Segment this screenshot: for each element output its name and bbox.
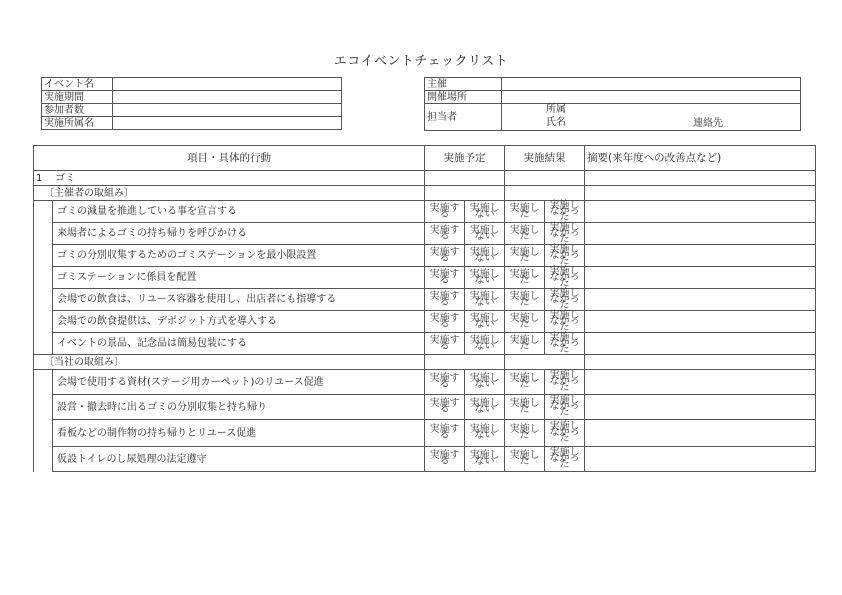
table-row: [34, 311, 816, 333]
result-not-option[interactable]: 実施しなかった: [545, 333, 585, 355]
table-header-row: [34, 146, 816, 171]
group-row: [34, 186, 816, 201]
person-label: 担当者: [425, 104, 502, 131]
table-row: [34, 420, 816, 447]
period-field[interactable]: [113, 91, 342, 104]
result-done-option[interactable]: 実施した: [505, 370, 545, 395]
table-row: [34, 201, 816, 223]
result-not-option[interactable]: 実施しなかった: [545, 311, 585, 333]
plan-not-option[interactable]: 実施しない: [465, 267, 505, 289]
plan-do-option[interactable]: 実施する: [425, 420, 465, 447]
name-label: 氏名: [546, 117, 566, 128]
plan-do-option[interactable]: 実施する: [425, 447, 465, 472]
plan-not-option[interactable]: 実施しない: [465, 245, 505, 267]
table-row: [34, 447, 816, 472]
item-text: ゴミの分別収集するためのゴミステーションを最小限設置: [53, 245, 425, 267]
plan-do-option[interactable]: 実施する: [425, 267, 465, 289]
result-done-option[interactable]: 実施した: [505, 333, 545, 355]
item-text: 会場での飲食提供は、デポジット方式を導入する: [53, 311, 425, 333]
contact-label: 連絡先: [693, 118, 723, 129]
plan-not-option[interactable]: 実施しない: [465, 395, 505, 420]
item-text: 来場者によるゴミの持ち帰りを呼びかける: [53, 223, 425, 245]
organizer-label: 主催: [425, 78, 502, 91]
plan-do-option[interactable]: 実施する: [425, 289, 465, 311]
note-cell[interactable]: [585, 201, 816, 223]
result-not-option[interactable]: 実施しなかった: [545, 201, 585, 223]
plan-not-option[interactable]: 実施しない: [465, 333, 505, 355]
result-not-option[interactable]: 実施しなかった: [545, 447, 585, 472]
participants-field[interactable]: [113, 104, 342, 117]
table-row: [34, 267, 816, 289]
checklist-body: [34, 186, 816, 472]
result-done-option[interactable]: 実施した: [505, 395, 545, 420]
header-result: 実施結果: [505, 146, 585, 171]
dept-label: 所属: [546, 104, 566, 115]
section-title: [34, 171, 425, 186]
result-done-option[interactable]: 実施した: [505, 245, 545, 267]
event-name-label: イベント名: [42, 78, 113, 91]
checklist-table: [33, 145, 816, 472]
result-not-option[interactable]: 実施しなかった: [545, 420, 585, 447]
note-cell[interactable]: [585, 311, 816, 333]
result-done-option[interactable]: 実施した: [505, 223, 545, 245]
section-name: ゴミ: [55, 172, 76, 184]
item-text: 会場で使用する資材(ステージ用カーペット)のリユース促進: [53, 370, 425, 395]
plan-do-option[interactable]: 実施する: [425, 311, 465, 333]
header-item: 項目・具体的行動: [34, 146, 425, 171]
note-cell[interactable]: [585, 395, 816, 420]
result-done-option[interactable]: 実施した: [505, 267, 545, 289]
header-plan: 実施予定: [425, 146, 505, 171]
table-row: [34, 395, 816, 420]
section-number: 1: [36, 172, 43, 184]
result-not-option[interactable]: 実施しなかった: [545, 289, 585, 311]
result-not-option[interactable]: 実施しなかった: [545, 370, 585, 395]
plan-do-option[interactable]: 実施する: [425, 223, 465, 245]
venue-field[interactable]: [502, 91, 801, 104]
event-name-field[interactable]: [113, 78, 342, 91]
group-row: [34, 355, 816, 370]
plan-not-option[interactable]: 実施しない: [465, 223, 505, 245]
person-field[interactable]: [502, 104, 801, 131]
note-cell[interactable]: [585, 333, 816, 355]
result-done-option[interactable]: 実施した: [505, 420, 545, 447]
period-label: 実施期間: [42, 91, 113, 104]
result-done-option[interactable]: 実施した: [505, 447, 545, 472]
item-text: ゴミの減量を推進している事を宣言する: [53, 201, 425, 223]
note-cell[interactable]: [585, 267, 816, 289]
organizer-field[interactable]: [502, 78, 801, 91]
group-title: 〔主催者の取組み〕: [34, 186, 425, 201]
plan-do-option[interactable]: 実施する: [425, 245, 465, 267]
result-not-option[interactable]: 実施しなかった: [545, 395, 585, 420]
plan-not-option[interactable]: 実施しない: [465, 447, 505, 472]
note-cell[interactable]: [585, 245, 816, 267]
item-text: イベントの景品、記念品は簡易包装にする: [53, 333, 425, 355]
table-row: [34, 223, 816, 245]
result-not-option[interactable]: 実施しなかった: [545, 267, 585, 289]
result-not-option[interactable]: 実施しなかった: [545, 245, 585, 267]
plan-not-option[interactable]: 実施しない: [465, 420, 505, 447]
group-title: 〔当社の取組み〕: [34, 355, 425, 370]
item-text: 設営・撤去時に出るゴミの分別収集と持ち帰り: [53, 395, 425, 420]
plan-not-option[interactable]: 実施しない: [465, 289, 505, 311]
participants-label: 参加者数: [42, 104, 113, 117]
organizer-info-table: [424, 77, 801, 131]
note-cell[interactable]: [585, 289, 816, 311]
plan-not-option[interactable]: 実施しない: [465, 201, 505, 223]
plan-not-option[interactable]: 実施しない: [465, 370, 505, 395]
table-row: [34, 370, 816, 395]
plan-do-option[interactable]: 実施する: [425, 370, 465, 395]
plan-do-option[interactable]: 実施する: [425, 333, 465, 355]
header-note: 摘要(来年度への改善点など): [585, 146, 816, 171]
note-cell[interactable]: [585, 420, 816, 447]
department-label: 実施所属名: [42, 117, 113, 130]
note-cell[interactable]: [585, 447, 816, 472]
department-field[interactable]: [113, 117, 342, 130]
note-cell[interactable]: [585, 370, 816, 395]
result-done-option[interactable]: 実施した: [505, 311, 545, 333]
note-cell[interactable]: [585, 223, 816, 245]
table-row: [34, 289, 816, 311]
plan-not-option[interactable]: 実施しない: [465, 311, 505, 333]
plan-do-option[interactable]: 実施する: [425, 201, 465, 223]
page-title: エコイベントチェックリスト: [333, 54, 509, 69]
result-not-option[interactable]: 実施しなかった: [545, 223, 585, 245]
plan-do-option[interactable]: 実施する: [425, 395, 465, 420]
result-done-option[interactable]: 実施した: [505, 289, 545, 311]
result-done-option[interactable]: 実施した: [505, 201, 545, 223]
section-row: [34, 171, 816, 186]
item-text: 仮設トイレのし尿処理の法定遵守: [53, 447, 425, 472]
item-text: ゴミステーションに係員を配置: [53, 267, 425, 289]
table-row: [34, 245, 816, 267]
table-row: [34, 333, 816, 355]
venue-label: 開催場所: [425, 91, 502, 104]
item-text: 会場での飲食は、リユース容器を使用し、出店者にも指導する: [53, 289, 425, 311]
event-info-table: [41, 77, 342, 130]
item-text: 看板などの制作物の持ち帰りとリユース促進: [53, 420, 425, 447]
